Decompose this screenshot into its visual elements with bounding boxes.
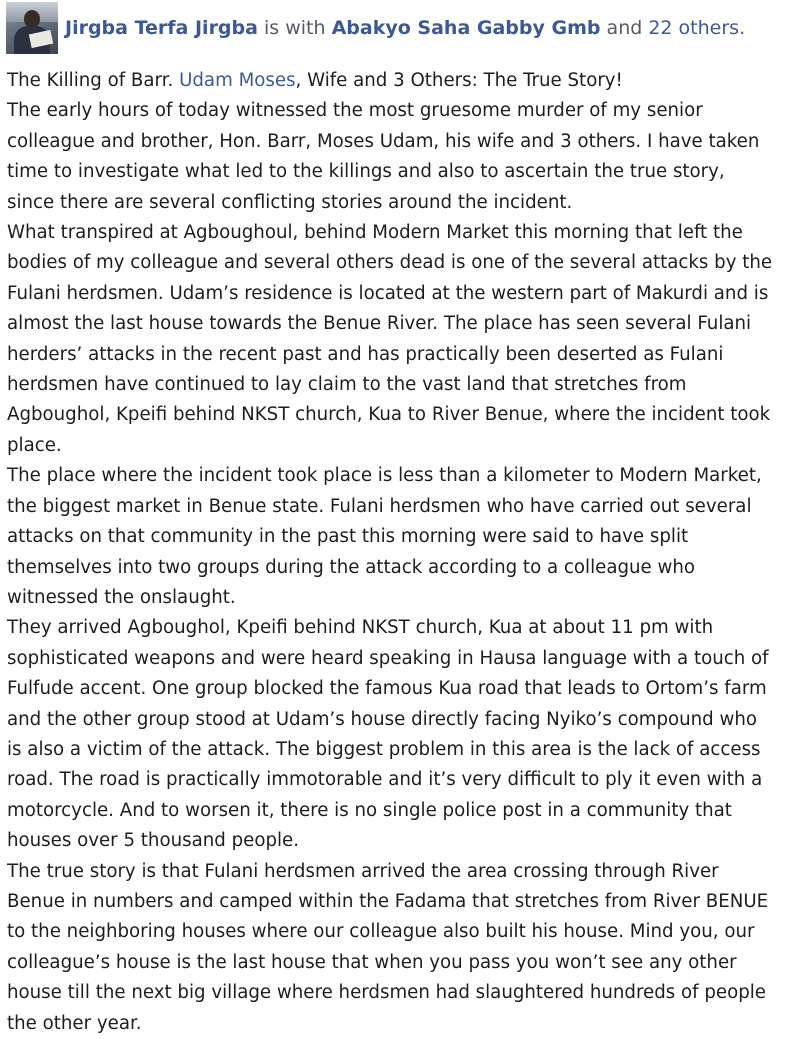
paragraph-1: The early hours of today witnessed the most gruesome murder of my senior colleague and brother, Hon. Barr, Moses Udam, his wife and 3 others. I have taken time to investigate what led to the killings and also to ascertain the true story, since there are several conflicting stories around the incident. bbox=[7, 100, 760, 213]
post-header-text bbox=[65, 16, 745, 40]
with-text: is with bbox=[264, 17, 326, 39]
paragraph-5: The true story is that Fulani herdsmen arrived the area crossing through River Benue in numbers and camped within the Fadama that stretches from River BENUE to the neighboring houses where our colleague also built his house. Mind you, our colleague’s house is the last house that when you pass you won’t see any other house till the next big village where herdsmen had slaughtered hundreds of people the other year. bbox=[7, 860, 769, 1034]
paragraph-2: What transpired at Agboughoul, behind Modern Market this morning that left the bodies of my colleague and several others dead is one of the several attacks by the Fulani herdsmen. Udam’s residence is located at the western part of Makurdi and is almost the last house towards the Benue River. The place has seen several Fulani herders’ attacks in the recent past and has practically been deserted as Fulani herdsmen have continued to lay claim to the vast land that stretches from Agboughol, Kpeifi behind NKST church, Kua to River Benue, where the incident took place. bbox=[7, 222, 773, 456]
post-header bbox=[6, 2, 796, 54]
paragraph-4: They arrived Agboughol, Kpeifi behind NKST church, Kua at about 11 pm with sophisticated weapons and were heard speaking in Hausa language with a touch of Fulfude accent. One group blocked the famous Kua road that leads to Ortom’s farm and the other group stood at Udam’s house directly facing Nyiko’s compound who is also a victim of the attack. The biggest problem in this area is the lack of access road. The road is practically immotorable and it’s very difficult to ply it even with a motorcycle. And to worsen it, there is no single police post in a community that houses over 5 thousand people. bbox=[7, 617, 769, 852]
tagged-person-link[interactable]: Abakyo Saha Gabby Gmb bbox=[331, 17, 601, 39]
post-title bbox=[7, 66, 777, 96]
paragraph-3: The place where the incident took place is less than a kilometer to Modern Market, the biggest market in Benue state. Fulani herdsmen who have carried out several attacks on that community in the past this morning were said to have split themselves into two groups during the attack according to a colleague who witnessed the onslaught. bbox=[7, 465, 762, 608]
title-prefix: The Killing of Barr. bbox=[7, 70, 174, 91]
post-body bbox=[7, 66, 777, 1039]
others-link[interactable]: 22 others bbox=[648, 17, 740, 39]
header-period: . bbox=[739, 17, 746, 39]
author-avatar[interactable] bbox=[6, 2, 58, 54]
mention-link[interactable]: Udam Moses bbox=[179, 70, 296, 91]
author-name-link[interactable]: Jirgba Terfa Jirgba bbox=[65, 17, 258, 39]
title-suffix: , Wife and 3 Others: The True Story! bbox=[295, 70, 623, 91]
and-text: and bbox=[606, 17, 643, 39]
